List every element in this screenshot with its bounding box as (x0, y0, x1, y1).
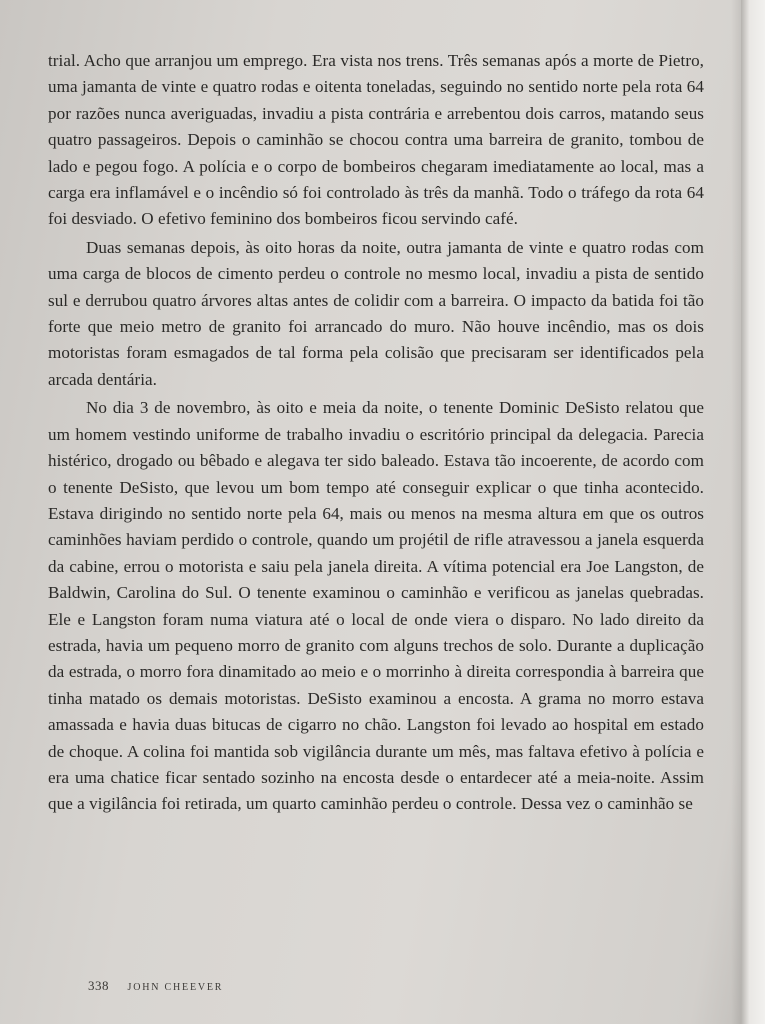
page-gutter-shadow (731, 0, 741, 1024)
paragraph-2: Duas semanas depois, às oito horas da noite, outra jamanta de vinte e quatro rodas com uma carga de blocos de cimento perdeu o controle no mesmo local, invadiu a pista de sentido sul e derrubou quatro árvores altas antes de colidir com a barreira. O impacto da batida foi tão forte que meio metro de granito foi arrancado do muro. Não houve incêndio, mas os dois motoristas foram esmagados de tal forma pela colisão que precisaram ser identificados pela arcada dentária. (48, 237, 704, 389)
page-number: 338 (88, 978, 109, 993)
paragraph-3: No dia 3 de novembro, às oito e meia da noite, o tenente Dominic DeSisto relatou que um homem vestindo uniforme de trabalho invadiu o escritório principal da delegacia. Parecia histérico, drogado ou bêbado e alegava ter sido baleado. Estava tão incoerente, de acordo com o tenente DeSisto, que levou um bom tempo até conseguir explicar o que tinha acontecido. Estava dirigindo no sentido norte pela 64, mais ou menos na mesma altura em que os outros caminhões haviam perdido o controle, quando um projétil de rifle atravessou a janela esquerda da cabine, errou o motorista e saiu pela janela direita. A vítima potencial era Joe Langston, de Baldwin, Carolina do Sul. O tenente examinou o caminhão e verificou as janelas quebradas. Ele e Langston foram numa viatura até o local de onde viera o disparo. No lado direito da estrada, havia um pequeno morro de granito com alguns trechos de solo. Durante a duplicação da estrada, o morro fora dinamitado ao meio e o morrinho à direita correspondia à barreira que tinha matado os demais motoristas. DeSisto examinou a encosta. A grama no morro estava amassada e havia duas bitucas de cigarro no chão. Langston foi levado ao hospital em estado de choque. A colina foi mantida sob vigilância durante um mês, mas faltava efetivo à polícia e era uma chatice ficar sentado sozinho na encosta desde o entardecer até a meia-noite. Assim que a vigilância foi retirada, um quarto caminhão perdeu o controle. Dessa vez o caminhão se (48, 398, 704, 814)
paragraph-1: trial. Acho que arranjou um emprego. Era vista nos trens. Três semanas após a morte de Pietro, uma jamanta de vinte e quatro rodas e oitenta toneladas, seguindo no sentido norte pela rota 64 por razões nunca averiguadas, invadiu a pista contrária e arrebentou dois carros, matando seus quatro passageiros. Depois o caminhão se chocou contra uma barreira de granito, tombou de lado e pegou fogo. A polícia e o corpo de bombeiros chegaram imediatamente ao local, mas a carga era inflamável e o incêndio só foi controlado às três da manhã. Todo o tráfego da rota 64 foi desviado. O efetivo feminino dos bombeiros ficou servindo café. (48, 51, 704, 229)
body-text (48, 48, 704, 818)
page-footer (88, 978, 223, 994)
next-page-edge (741, 0, 765, 1024)
running-head-author: JOHN CHEEVER (127, 982, 224, 993)
